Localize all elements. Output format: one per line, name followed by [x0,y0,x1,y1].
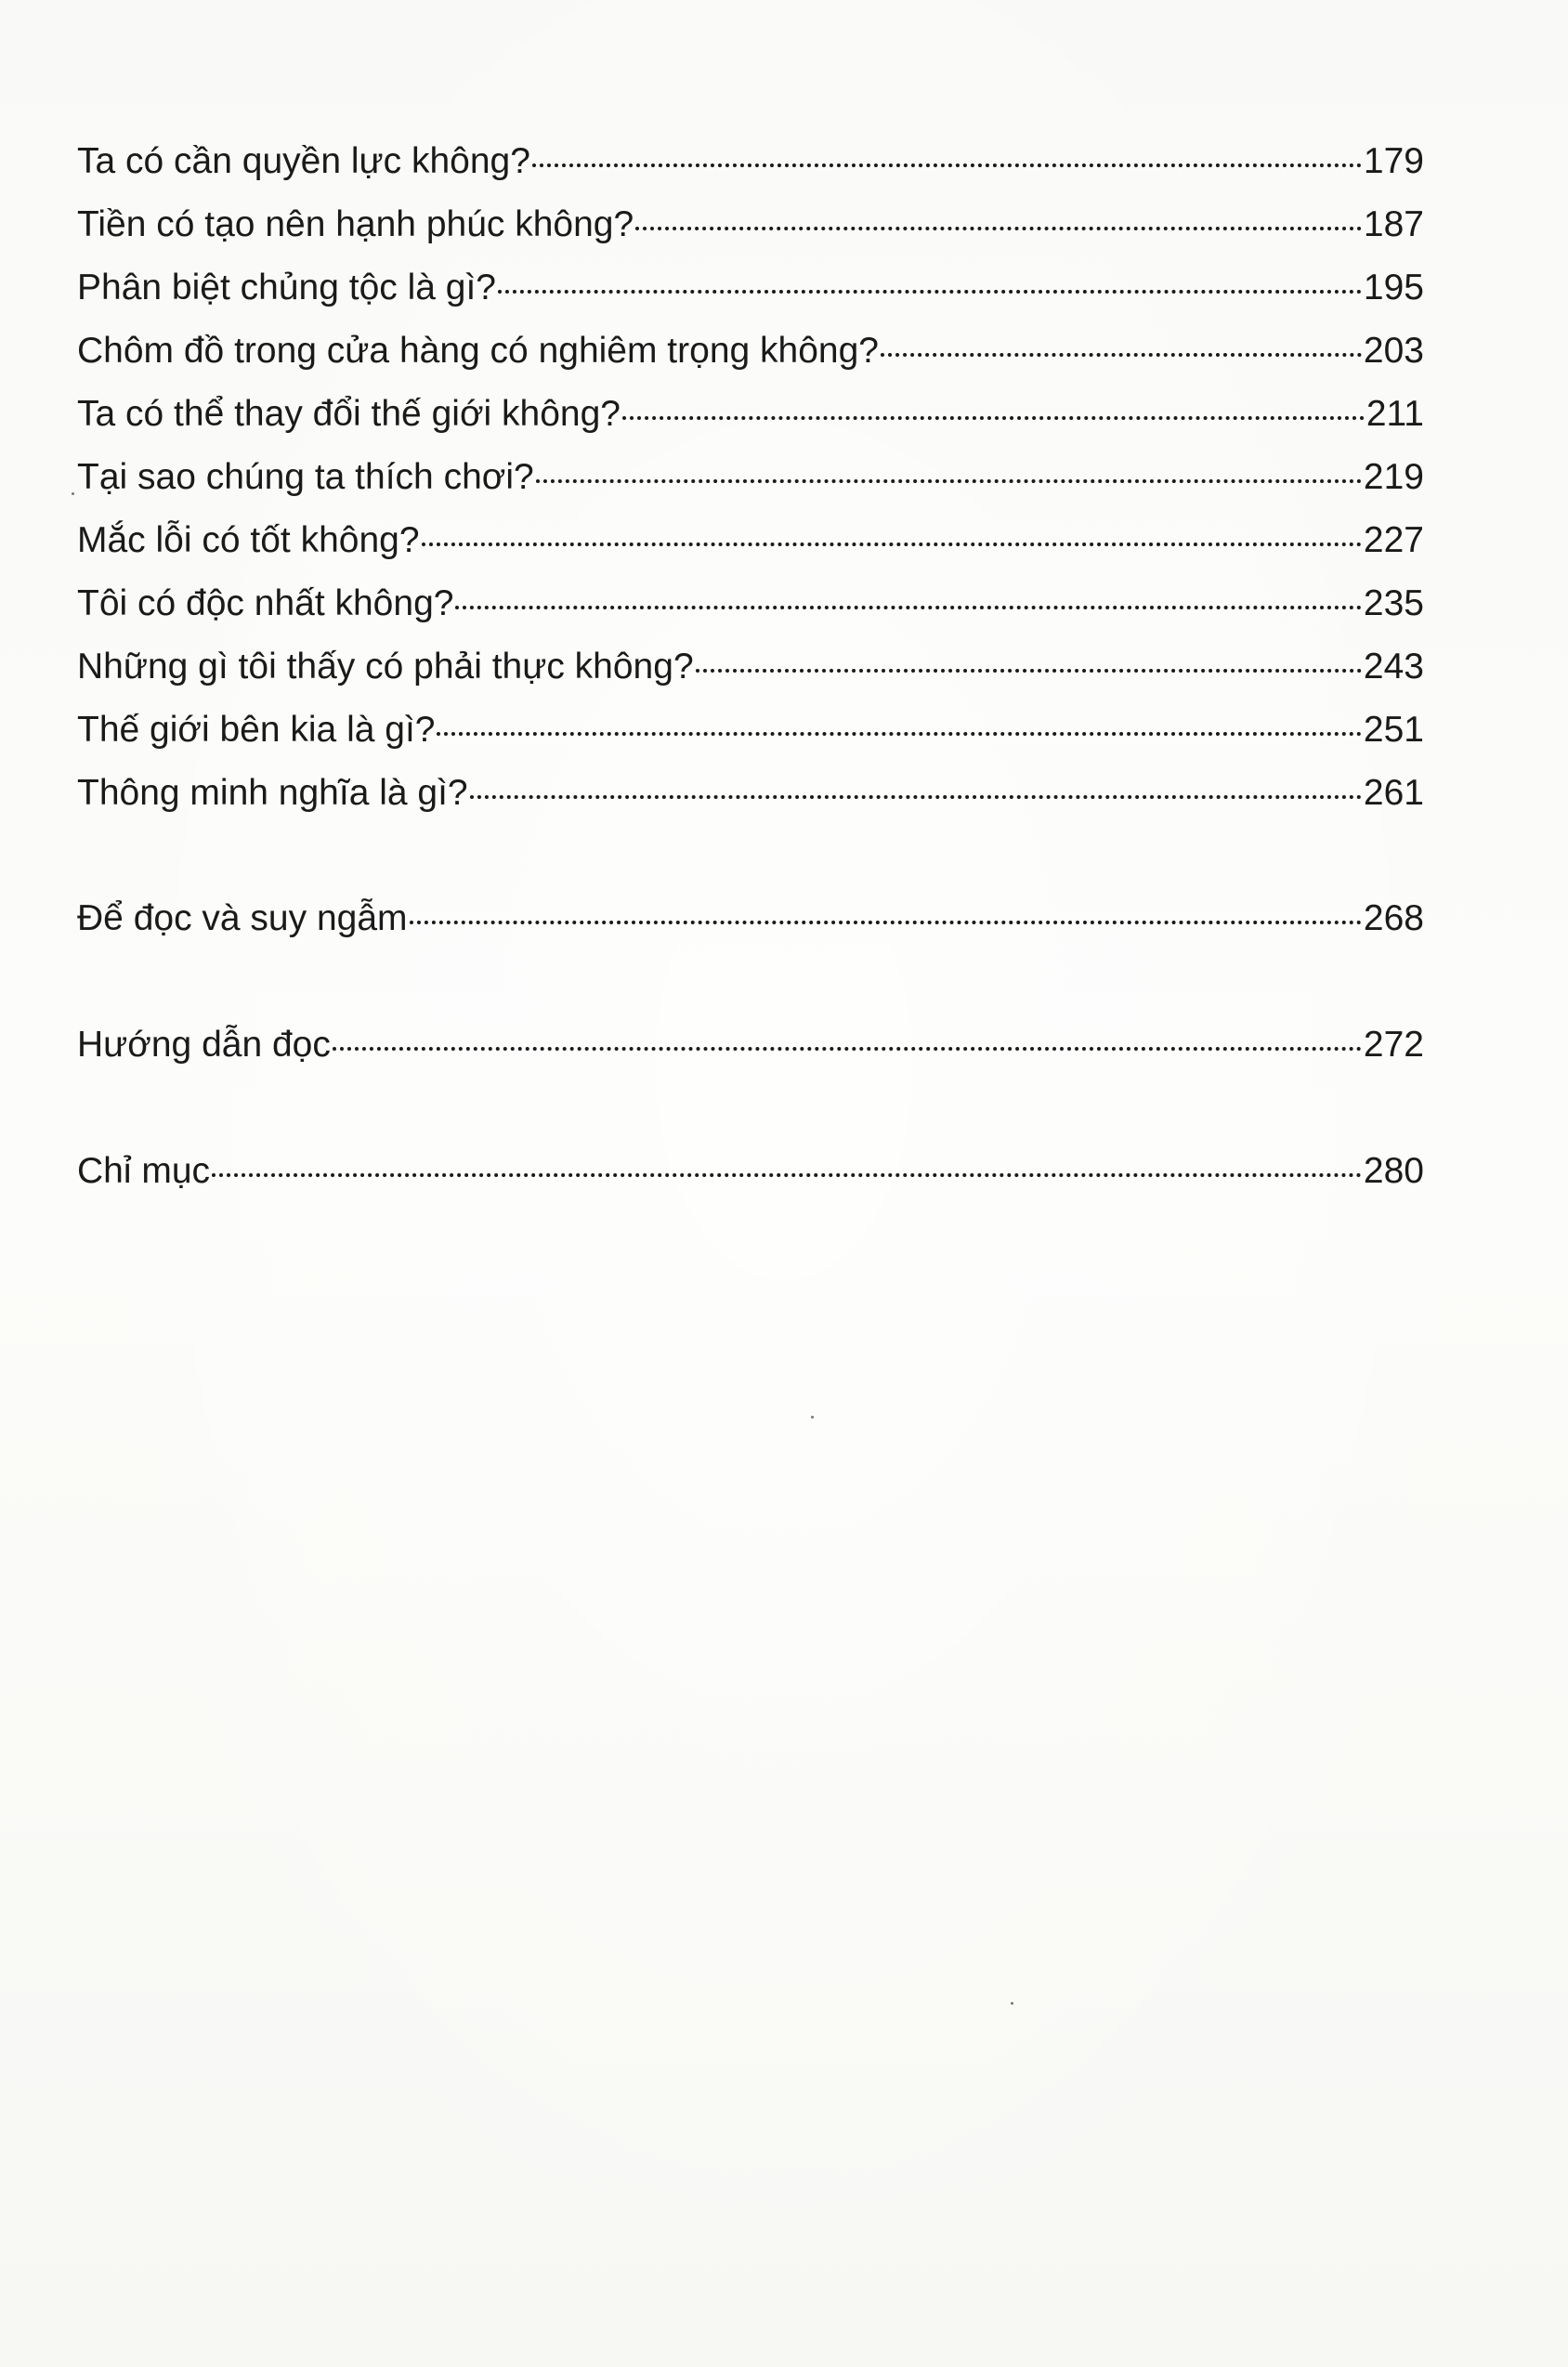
toc-entry[interactable] [77,320,1424,383]
dot-leader [455,605,1361,609]
dot-leader [635,226,1362,230]
toc-entry-title: Hướng dẫn đọc [77,1025,331,1065]
dot-leader [536,478,1362,483]
toc-entry-title: Ta có thể thay đổi thế giới không? [77,394,621,434]
toc-back-matter-entry[interactable] [77,1013,1424,1077]
toc-back-matter-entry[interactable] [77,1140,1424,1203]
toc-entry-title: Thông minh nghĩa là gì? [77,773,468,813]
toc-entry[interactable] [77,635,1424,699]
dot-leader [696,668,1362,673]
toc-entry[interactable] [77,256,1424,320]
dot-leader [333,1046,1362,1051]
dot-leader [881,352,1362,357]
toc-entry-title: Tại sao chúng ta thích chơi? [77,457,534,497]
toc-entry[interactable] [77,509,1424,572]
toc-entry-page: 203 [1363,331,1424,371]
dot-leader [532,163,1362,167]
toc-entry-page: 272 [1363,1025,1424,1065]
toc-entry-title: Phân biệt chủng tộc là gì? [77,268,496,307]
toc-entry-title: Ta có cần quyền lực không? [77,141,530,181]
toc-entry[interactable] [77,130,1424,193]
toc-entry-title: Những gì tôi thấy có phải thực không? [77,647,694,687]
dot-leader [622,415,1365,420]
toc-entry[interactable] [77,699,1424,762]
dot-leader [212,1172,1362,1177]
toc-entry-page: 187 [1363,204,1424,244]
toc-entry-page: 211 [1365,394,1424,434]
table-of-contents [77,130,1424,1203]
toc-entry-title: Thế giới bên kia là gì? [77,710,436,750]
paper-speck [72,492,74,495]
toc-entry-title: Chôm đồ trong cửa hàng có nghiêm trọng không? [77,331,879,371]
toc-entry-page: 195 [1363,268,1424,307]
toc-entry-page: 251 [1363,710,1424,750]
toc-entry-page: 243 [1363,647,1424,687]
toc-entry-title: Chỉ mục [77,1151,211,1191]
dot-leader [498,289,1362,294]
toc-entry[interactable] [77,383,1424,446]
toc-entry[interactable] [77,762,1424,825]
dot-leader [422,542,1362,546]
toc-entry-page: 219 [1363,457,1424,497]
toc-entry-title: Tiền có tạo nên hạnh phúc không? [77,204,634,244]
toc-entry-page: 227 [1363,520,1424,560]
toc-entry-title: Để đọc và suy ngẫm [77,898,408,938]
dot-leader [470,794,1362,799]
toc-entry-page: 280 [1363,1151,1424,1191]
toc-entry[interactable] [77,572,1424,635]
toc-entry-page: 235 [1363,583,1424,623]
toc-entry-title: Mắc lỗi có tốt không? [77,520,420,560]
paper-speck [811,1416,814,1419]
toc-entry-page: 261 [1363,773,1424,813]
section-spacer [77,825,1424,887]
dot-leader [410,920,1362,924]
toc-back-matter-entry[interactable] [77,887,1424,950]
toc-entry[interactable] [77,446,1424,509]
dot-leader [437,731,1361,736]
toc-entry-title: Tôi có độc nhất không? [77,583,454,623]
toc-entry-page: 179 [1363,141,1424,181]
section-spacer [77,950,1424,1013]
section-spacer [77,1077,1424,1140]
toc-entry[interactable] [77,193,1424,256]
toc-entry-page: 268 [1363,898,1424,938]
paper-speck [1011,2002,1013,2005]
